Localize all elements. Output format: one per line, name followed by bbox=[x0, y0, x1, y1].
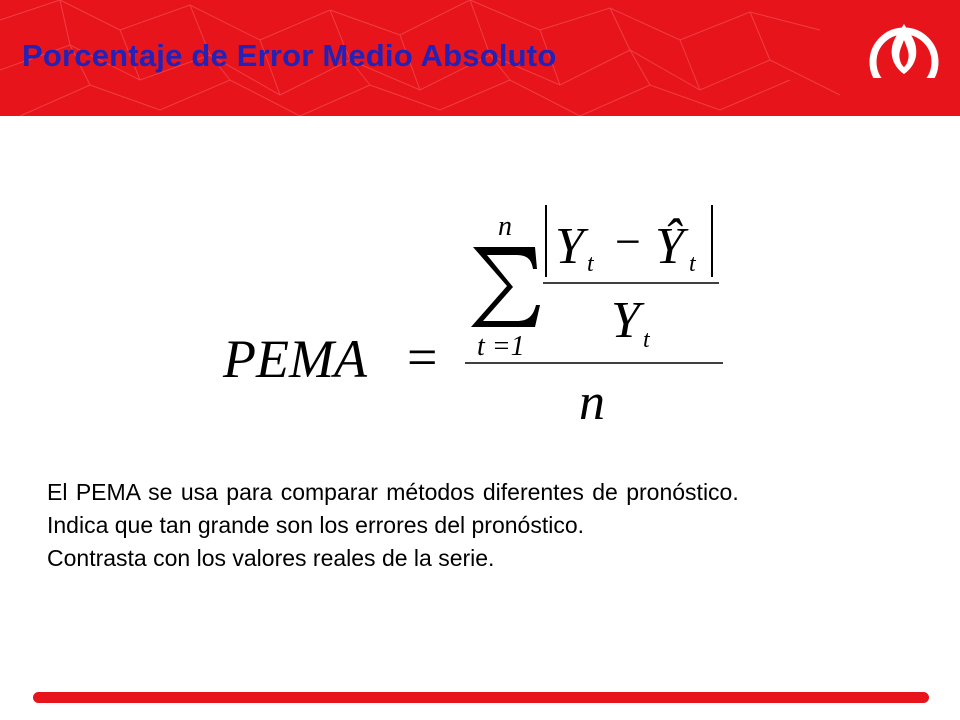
description-text bbox=[47, 476, 909, 575]
slide-title: Porcentaje de Error Medio Absoluto bbox=[22, 38, 557, 73]
sum-upper-limit: n bbox=[498, 211, 512, 242]
sum-lower-limit: t =1 bbox=[477, 331, 525, 362]
inner-denominator-sub: t bbox=[643, 327, 650, 353]
footer-accent-bar bbox=[33, 692, 929, 703]
description-paragraph-1: El PEMA se usa para comparar métodos diferentes de pronóstico. bbox=[47, 479, 739, 505]
pema-formula bbox=[215, 185, 745, 435]
header-banner bbox=[0, 0, 960, 116]
formula-equals: = bbox=[407, 327, 438, 387]
main-denominator: n bbox=[579, 374, 605, 431]
numerator-actual: Y bbox=[555, 218, 584, 275]
numerator-actual-sub: t bbox=[587, 251, 594, 277]
numerator-forecast: Ŷ bbox=[655, 218, 684, 275]
sigma-icon bbox=[471, 247, 540, 327]
description-paragraph-2: Indica que tan grande son los errores del pronóstico. bbox=[47, 512, 584, 538]
numerator-forecast-sub: t bbox=[689, 251, 696, 277]
inner-denominator: Y bbox=[611, 292, 640, 349]
numerator-minus: − bbox=[615, 216, 641, 267]
formula-lhs: PEMA bbox=[223, 329, 367, 389]
upc-flame-logo-icon bbox=[868, 20, 940, 96]
description-paragraph-3: Contrasta con los valores reales de la serie. bbox=[47, 545, 495, 571]
